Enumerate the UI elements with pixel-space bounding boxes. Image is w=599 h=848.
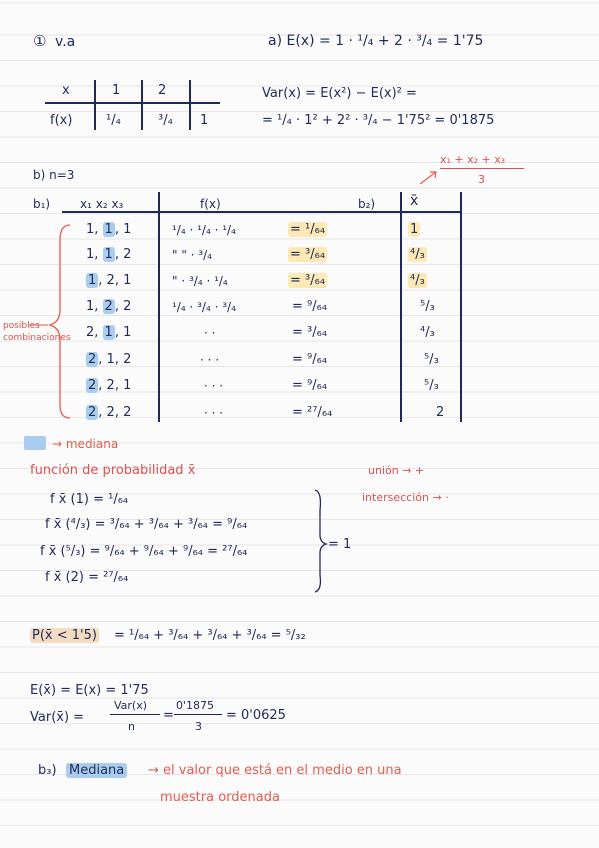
b3-label: b₃) xyxy=(38,763,57,778)
exercise-number: ① xyxy=(33,32,47,50)
combo-row-7-calc: · · · xyxy=(204,379,224,393)
prob-function-title: función de probabilidad x̄ xyxy=(30,463,196,478)
variance-equals: = xyxy=(163,708,174,723)
combo-row-2-combo: 1, 1 , 2 xyxy=(86,247,132,262)
b1-label: b₁) xyxy=(33,197,51,211)
combo-row-8-mean: 2 xyxy=(436,405,445,420)
variance-line-1: Var(x) = E(x²) − E(x)² = xyxy=(262,86,417,101)
combo-row-5-mean: ⁴/₃ xyxy=(420,325,435,340)
prob-fn-line-3: f x̄ (⁵/₃) = ⁹/₆₄ + ⁹/₆₄ + ⁹/₆₄ = ²⁷/₆₄ xyxy=(40,544,248,559)
dist-row-label: f(x) xyxy=(50,113,73,128)
combo-row-6-mean: ⁵/₃ xyxy=(424,352,439,367)
median-definition-2: muestra ordenada xyxy=(160,790,280,805)
expectation-line: a) E(x) = 1 · ¹/₄ + 2 · ³/₄ = 1'75 xyxy=(268,33,484,49)
variance-result: = 0'0625 xyxy=(226,708,286,723)
combo-row-7-mean: ⁵/₃ xyxy=(424,378,439,393)
combo-row-8-calc: · · · xyxy=(204,406,224,420)
median-legend-label: → mediana xyxy=(52,437,119,451)
col-header-combos: x₁ x₂ x₃ xyxy=(80,197,124,211)
mean-note-denominator: 3 xyxy=(478,173,485,186)
combo-row-5-calc: · · xyxy=(204,326,216,340)
combo-row-6-combo: 2 , 1, 2 xyxy=(88,352,132,367)
median-term: Mediana xyxy=(66,763,127,779)
dist-value-2: ³/₄ xyxy=(158,113,173,128)
combo-row-1-calc: ¹/₄ · ¹/₄ · ¹/₄ xyxy=(172,223,236,237)
probability-calc: = ¹/₆₄ + ³/₆₄ + ³/₆₄ + ³/₆₄ = ⁵/₃₂ xyxy=(114,628,306,643)
variance-num-1: Var(x) xyxy=(114,699,148,712)
sample-mean: E(x̄) = E(x) = 1'75 xyxy=(30,683,149,698)
sample-size: b) n=3 xyxy=(33,168,75,182)
combo-row-6-calc: · · · xyxy=(200,353,220,367)
median-definition-1: → el valor que está en el medio en una xyxy=(148,763,402,778)
combo-row-4-calc: ¹/₄ · ³/₄ · ³/₄ xyxy=(172,300,236,314)
mean-note-arrow xyxy=(420,172,436,184)
combinations-bracket xyxy=(50,225,70,418)
combo-row-8-combo: 2 , 2, 2 xyxy=(88,405,132,420)
dist-header-2: 2 xyxy=(158,83,167,98)
prob-fn-line-1: f x̄ (1) = ¹/₆₄ xyxy=(50,492,129,507)
variance-den-1: n xyxy=(128,720,135,733)
dist-value-1: ¹/₄ xyxy=(106,113,121,128)
dist-value-3: 1 xyxy=(200,113,209,128)
combo-row-3-calc: " · ³/₄ · ¹/₄ xyxy=(172,274,228,288)
combo-row-5-result: = ³/₆₄ xyxy=(292,325,328,340)
combo-row-4-mean: ⁵/₃ xyxy=(420,299,435,314)
variance-den-2: 3 xyxy=(195,720,202,733)
combo-row-8-result: = ²⁷/₆₄ xyxy=(292,405,333,420)
prob-fn-line-4: f x̄ (2) = ²⁷/₆₄ xyxy=(45,570,129,585)
combo-row-7-combo: 2 , 2, 1 xyxy=(88,378,132,393)
exercise-title: v.a xyxy=(55,34,76,50)
combo-row-3-combo: 1 , 2, 1 xyxy=(88,273,132,288)
probability-label: P(x̄ < 1'5) xyxy=(32,628,97,643)
col-header-mean: x̄ xyxy=(410,193,419,209)
union-note: unión → + xyxy=(368,464,425,477)
combo-row-1-mean: 1 xyxy=(410,222,419,237)
dist-header-x: x xyxy=(62,83,70,98)
sample-variance-label: Var(x̄) = xyxy=(30,710,85,725)
combo-row-1-combo: 1, 1 , 1 xyxy=(86,222,132,237)
b2-label: b₂) xyxy=(358,197,376,211)
combo-row-7-result: = ⁹/₆₄ xyxy=(292,378,328,393)
combo-row-2-mean: ⁴/₃ xyxy=(410,247,425,262)
combo-row-4-result: = ⁹/₆₄ xyxy=(292,299,328,314)
dist-header-1: 1 xyxy=(112,83,121,98)
combo-row-1-result: = ¹/₆₄ xyxy=(290,222,326,237)
combo-row-3-mean: ⁴/₃ xyxy=(410,273,425,288)
intersection-note: intersección → · xyxy=(362,491,449,504)
combo-row-2-calc: " " · ³/₄ xyxy=(172,248,212,262)
variance-num-2: 0'1875 xyxy=(176,699,215,712)
combo-row-2-result: = ³/₆₄ xyxy=(290,247,326,262)
combo-row-4-combo: 1, 2 , 2 xyxy=(86,299,132,314)
combo-row-3-result: = ³/₆₄ xyxy=(290,273,326,288)
col-header-f: f(x) xyxy=(200,197,221,211)
prob-fn-brace xyxy=(315,490,326,592)
prob-fn-line-2: f x̄ (⁴/₃) = ³/₆₄ + ³/₆₄ + ³/₆₄ = ⁹/₆₄ xyxy=(45,517,248,532)
combo-row-5-combo: 2, 1 , 1 xyxy=(86,325,132,340)
mean-note-numerator: x₁ + x₂ + x₃ xyxy=(440,153,506,166)
side-label-1: posibles xyxy=(3,321,40,331)
combo-row-6-result: = ⁹/₆₄ xyxy=(292,352,328,367)
side-label-2: combinaciones xyxy=(3,333,71,343)
variance-line-2: = ¹/₄ · 1² + 2² · ³/₄ − 1'75² = 0'1875 xyxy=(262,113,495,128)
prob-fn-sum: = 1 xyxy=(328,537,352,552)
